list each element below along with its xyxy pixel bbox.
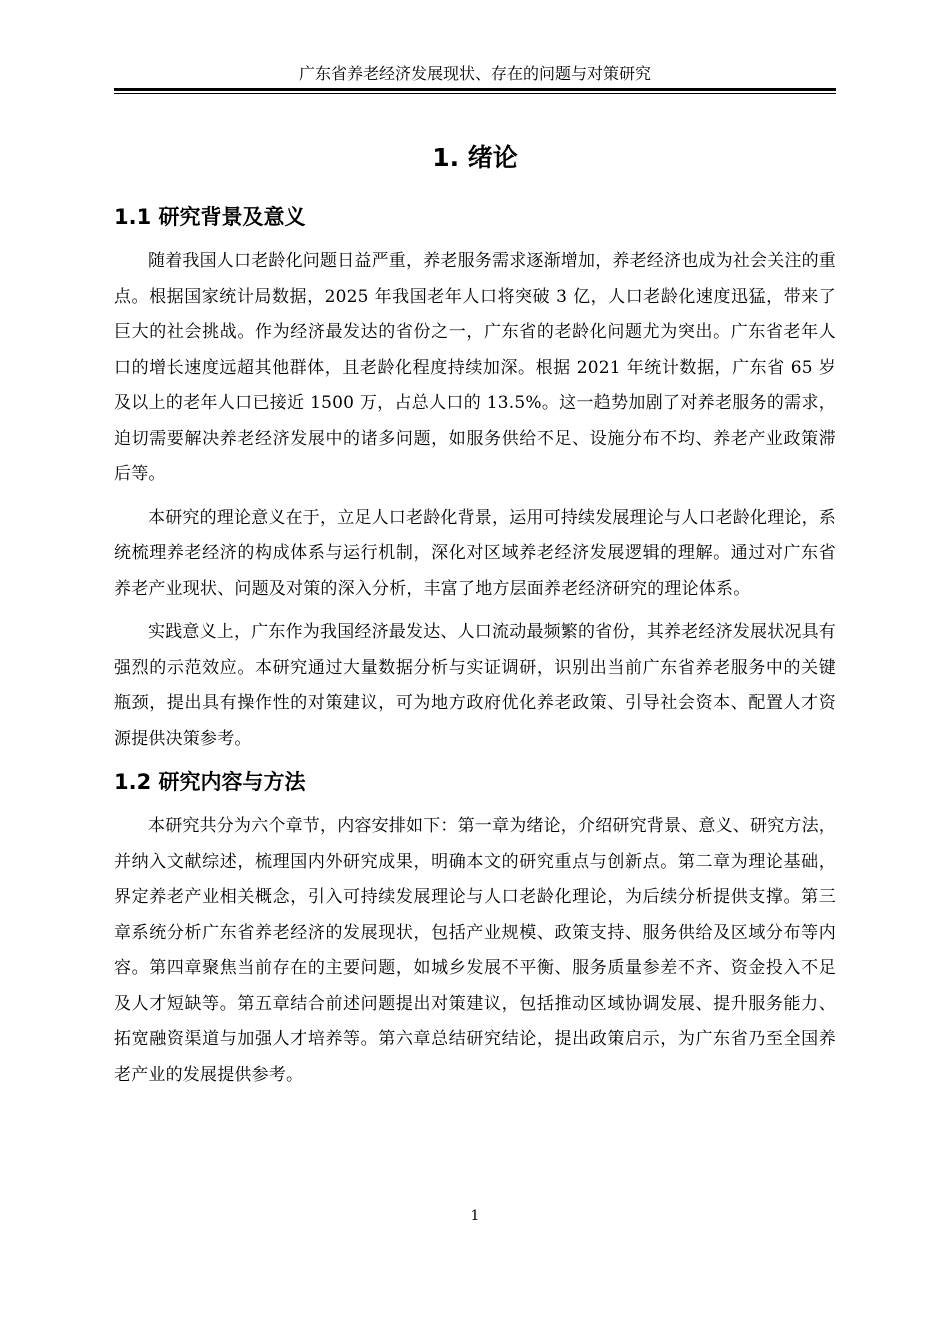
page-number: 1 bbox=[470, 1208, 480, 1224]
paragraph: 本研究的理论意义在于，立足人口老龄化背景，运用可持续发展理论与人口老龄化理论，系统梳理养老经济的构成体系与运行机制，深化对区域养老经济发展逻辑的理解。通过对广东省养老产业现状、问题及对策的深入分析，丰富了地方层面养老经济研究的理论体系。 bbox=[114, 507, 836, 599]
section-title-1-1: 1.1 研究背景及意义 bbox=[114, 205, 306, 229]
header-rule-thin bbox=[114, 93, 836, 94]
chapter-title: 1. 绪论 bbox=[432, 143, 518, 172]
paragraph: 本研究共分为六个章节，内容安排如下：第一章为绪论，介绍研究背景、意义、研究方法，并纳入文献综述，梳理国内外研究成果，明确本文的研究重点与创新点。第二章为理论基础，界定养老产业相关概念，引入可持续发展理论与人口老龄化理论，为后续分析提供支撑。第三章系统分析广东省养老经济的发展现状，包括产业规模、政策支持、服务供给及区域分布等内容。第四章聚焦当前存在的主要问题，如城乡发展不平衡、服务质量参差不齐、资金投入不足及人才短缺等。第五章结合前述问题提出对策建议，包括推动区域协调发展、提升服务能力、拓宽融资渠道与加强人才培养等。第六章总结研究结论，提出政策启示，为广东省乃至全国养老产业的发展提供参考。 bbox=[114, 816, 836, 1085]
section-title-1-2: 1.2 研究内容与方法 bbox=[114, 770, 306, 794]
paragraph: 实践意义上，广东作为我国经济最发达、人口流动最频繁的省份，其养老经济发展状况具有强烈的示范效应。本研究通过大量数据分析与实证调研，识别出当前广东省养老服务中的关键瓶颈，提出具有操作性的对策建议，可为地方政府优化养老政策、引导社会资本、配置人才资源提供决策参考。 bbox=[114, 622, 836, 749]
page-body bbox=[114, 138, 836, 1101]
paragraph: 随着我国人口老龄化问题日益严重，养老服务需求逐渐增加，养老经济也成为社会关注的重点。根据国家统计局数据，2025 年我国老年人口将突破 3 亿，人口老龄化速度迅猛，带来了巨大的社会挑战。作为经济最发达的省份之一，广东省的老龄化问题尤为突出。广东省老年人口的增长速度远超其他群体，且老龄化程度持续加深。根据 2021 年统计数据，广东省 65 岁及以上的老年人口已接近 1500 万，占总人口的 13.5%。这一趋势加剧了对养老服务的需求，迫切需要解决养老经济发展中的诸多问题，如服务供给不足、设施分布不均、养老产业政策滞后等。 bbox=[114, 251, 836, 484]
running-header: 广东省养老经济发展现状、存在的问题与对策研究 bbox=[298, 64, 651, 83]
header-rule-thick bbox=[114, 88, 836, 91]
